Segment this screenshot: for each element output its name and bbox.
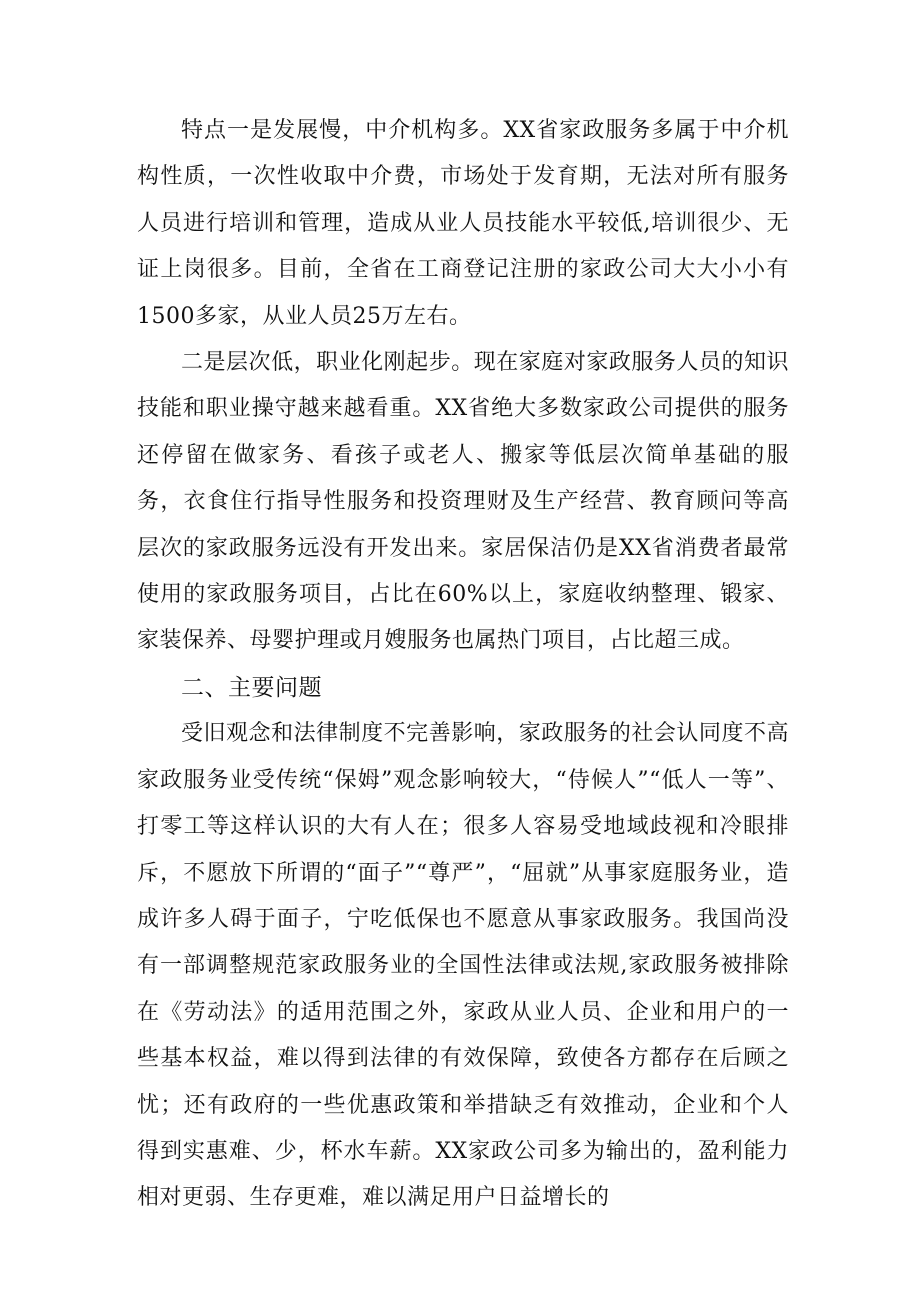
section-heading: 二、主要问题 xyxy=(181,674,322,701)
paragraph-problems: 受旧观念和法律制度不完善影响，家政服务的社会认同度不高家政服务业受传统“保姆”观念影响较大，“侍候人”“低人一等”、打零工等这样认识的大有人在；很多人容易受地域歧视和冷眼排斥，不愿放下所谓的“面子”“尊严”，“屈就”从事家庭服务业，造成许多人碍于面子，宁吃低保也不愿意从事家政服务。我国尚没有一部调整规范家政服务业的全国性法律或法规,家政服务被排除在《劳动法》的适用范围之外，家政从业人员、企业和用户的一些基本权益，难以得到法律的有效保障，致使各方都存在后顾之忧；还有政府的一些优惠政策和举措缺乏有效推动，企业和个人得到实惠难、少，杯水车薪。XX家政公司多为输出的，盈利能力相对更弱、生存更难，难以满足用户日益增长的 xyxy=(137,721,789,1211)
document-body xyxy=(137,108,789,1222)
paragraph-development: 特点一是发展慢，中介机构多。XX省家政服务多属于中介机构性质，一次性收取中介费，市场处于发育期，无法对所有服务人员进行培训和管理，造成从业人员技能水平较低,培训很少、无证上岗很多。目前，全省在工商登记注册的家政公司大大小小有1500多家，从业人员25万左右。 xyxy=(137,118,789,329)
paragraph-level: 二是层次低，职业化刚起步。现在家庭对家政服务人员的知识技能和职业操守越来越看重。XX省绝大多数家政公司提供的服务还停留在做家务、看孩子或老人、搬家等低层次简单基础的服务，衣食住行指导性服务和投资理财及生产经营、教育顾问等高层次的家政服务远没有开发出来。家居保洁仍是XX省消费者最常使用的家政服务项目，占比在60%以上，家庭收纳整理、锻家、家装保养、母婴护理或月嫂服务也属热门项目，占比超三成。 xyxy=(137,350,789,654)
